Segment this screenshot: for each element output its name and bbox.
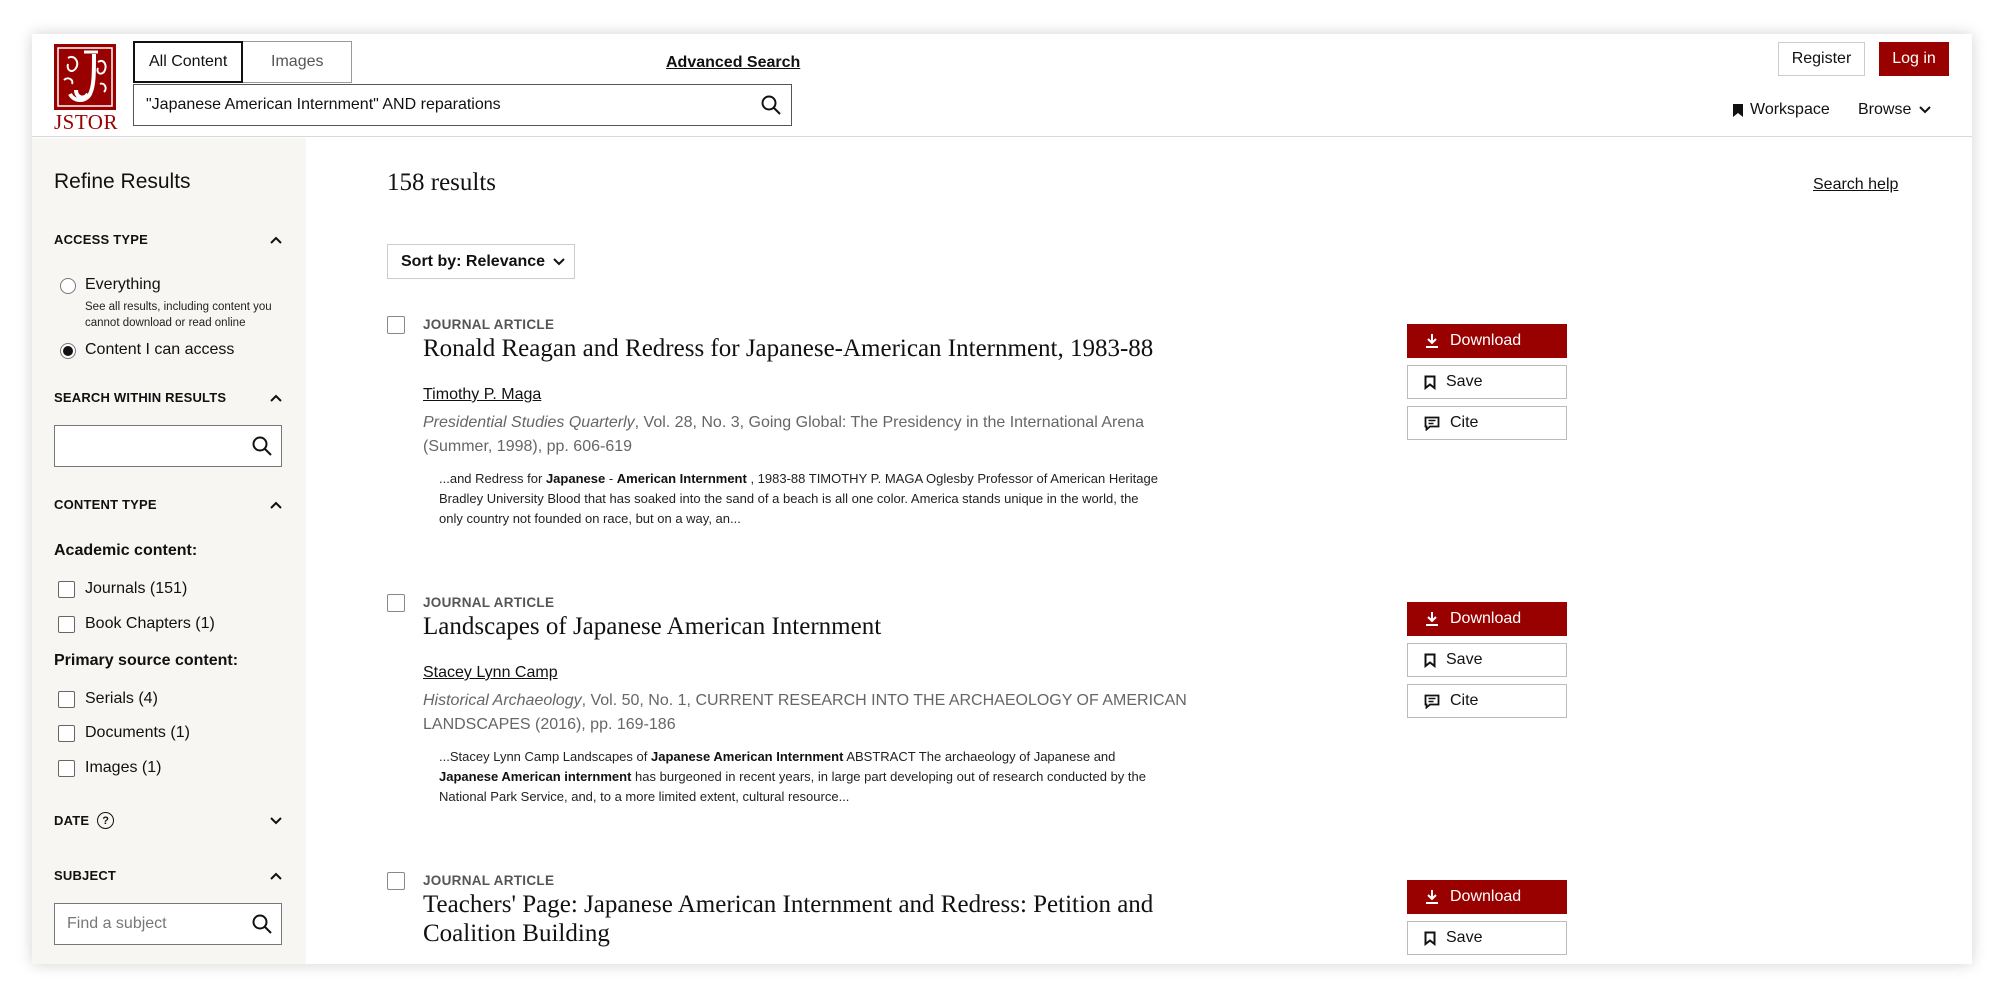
tab-images[interactable]: Images — [242, 41, 352, 83]
subject-header[interactable] — [54, 868, 282, 883]
everything-description: See all results, including content you cannot download or read online — [85, 301, 272, 329]
result-title[interactable]: Landscapes of Japanese American Internment — [423, 613, 882, 640]
subject-search-input[interactable] — [54, 903, 282, 945]
search-input-value[interactable]: "Japanese American Internment" AND reparations — [146, 96, 501, 113]
snippet-highlight: Japanese — [545, 471, 606, 486]
access-type-label: ACCESS TYPE — [54, 232, 148, 247]
primary-source-label: Primary source content: — [54, 652, 239, 669]
snippet-text: , 1983-88 TIMOTHY P. MAGA Oglesby Professor of American Heritage Bradley University Blood that has soaked into the sand of a beach is all one color. America stands unique in the world, the only country not founded on race, but on a way, an... — [439, 471, 1158, 526]
radio-button[interactable] — [60, 278, 76, 294]
filter-serials-label: Serials (4) — [85, 690, 158, 707]
snippet-highlight: Japanese American internment — [439, 769, 632, 784]
search-result — [387, 590, 1522, 820]
citation-details: , Vol. 50, No. 1, CURRENT RESEARCH INTO THE ARCHAEOLOGY OF AMERICAN LANDSCAPES (2016), pp. 169-186 — [423, 692, 1187, 733]
sort-dropdown[interactable] — [387, 244, 575, 279]
quote-icon — [1424, 416, 1440, 431]
register-button[interactable]: Register — [1778, 42, 1865, 76]
snippet-text: ...and Redress for — [439, 471, 546, 486]
subject-label: SUBJECT — [54, 868, 117, 883]
radio-everything-label: Everything — [85, 276, 161, 293]
search-icon[interactable] — [243, 436, 281, 456]
result-type: JOURNAL ARTICLE — [423, 317, 555, 332]
results-count: 158 results — [387, 169, 497, 196]
result-snippet — [439, 469, 1159, 529]
chevron-down-icon — [1919, 106, 1931, 114]
result-checkbox[interactable] — [387, 594, 405, 612]
browser-viewport — [32, 34, 1972, 964]
chevron-down-icon — [553, 258, 565, 266]
date-title — [54, 812, 114, 829]
jstor-logo[interactable] — [54, 44, 116, 135]
workspace-link[interactable] — [1732, 101, 1830, 119]
bookmark-icon — [1424, 931, 1436, 946]
snippet-text: ...Stacey Lynn Camp Landscapes of — [439, 749, 651, 764]
help-icon[interactable]: ? — [97, 812, 114, 829]
date-label: DATE — [54, 813, 90, 828]
search-scope-tabs — [133, 41, 352, 83]
content-type-header[interactable] — [54, 497, 282, 512]
site-header — [32, 34, 1972, 137]
academic-content-label: Academic content: — [54, 542, 198, 559]
snippet-text: - — [605, 471, 617, 486]
checkbox[interactable] — [58, 725, 75, 742]
save-label: Save — [1446, 373, 1483, 390]
filter-book-chapters-label: Book Chapters (1) — [85, 615, 215, 632]
subject-placeholder[interactable]: Find a subject — [67, 915, 167, 932]
result-citation — [423, 689, 1213, 737]
filter-journals-label: Journals (151) — [85, 580, 188, 597]
jstor-logo-icon — [54, 44, 116, 110]
result-citation — [423, 411, 1213, 459]
workspace-label: Workspace — [1750, 101, 1830, 118]
result-type: JOURNAL ARTICLE — [423, 595, 555, 610]
filter-documents-label: Documents (1) — [85, 724, 190, 741]
result-actions — [1407, 324, 1567, 447]
journal-name: Presidential Studies Quarterly — [423, 414, 635, 431]
download-label: Download — [1450, 332, 1522, 349]
result-title[interactable]: Ronald Reagan and Redress for Japanese-American Internment, 1983-88 — [423, 335, 1154, 362]
snippet-highlight: American Internment — [616, 471, 747, 486]
chevron-down-icon — [270, 817, 282, 825]
download-button[interactable] — [1407, 324, 1567, 358]
login-button[interactable]: Log in — [1879, 42, 1949, 76]
content-type-label: CONTENT TYPE — [54, 497, 157, 512]
refine-title: Refine Results — [54, 170, 191, 193]
save-button[interactable] — [1407, 921, 1567, 955]
download-icon — [1424, 333, 1440, 349]
result-author[interactable]: Timothy P. Maga — [423, 386, 542, 403]
checkbox[interactable] — [58, 616, 75, 633]
snippet-text: has burgeoned in recent years, in large part developing out of research conducted by the National Park Service, and, to a more limited extent, cultural resource... — [439, 769, 1146, 804]
bookmark-icon — [1424, 375, 1436, 390]
checkbox[interactable] — [58, 691, 75, 708]
journal-name: Historical Archaeology — [423, 692, 582, 709]
search-within-input[interactable] — [54, 425, 282, 467]
search-within-header[interactable] — [54, 390, 282, 405]
radio-content-access[interactable] — [60, 341, 234, 359]
search-input[interactable] — [133, 84, 792, 126]
refine-sidebar — [32, 138, 306, 964]
save-label: Save — [1446, 929, 1483, 946]
chevron-up-icon — [270, 394, 282, 402]
filter-documents[interactable] — [58, 724, 190, 742]
filter-journals[interactable] — [58, 580, 187, 598]
save-label: Save — [1446, 651, 1483, 668]
tab-all-content[interactable]: All Content — [133, 41, 243, 83]
cite-label: Cite — [1450, 692, 1479, 709]
date-header[interactable] — [54, 812, 282, 829]
filter-book-chapters[interactable] — [58, 615, 215, 633]
download-icon — [1424, 611, 1440, 627]
result-type: JOURNAL ARTICLE — [423, 873, 555, 888]
chevron-up-icon — [270, 872, 282, 880]
checkbox[interactable] — [58, 581, 75, 598]
search-result — [387, 868, 1522, 964]
result-snippet — [439, 747, 1159, 807]
result-checkbox[interactable] — [387, 872, 405, 890]
browse-menu[interactable] — [1858, 101, 1931, 119]
radio-everything[interactable] — [60, 276, 161, 294]
cite-label: Cite — [1450, 414, 1479, 431]
snippet-text: ABSTRACT The archaeology of Japanese and — [843, 749, 1116, 764]
cite-button[interactable] — [1407, 406, 1567, 440]
checkbox[interactable] — [58, 760, 75, 777]
radio-button-selected[interactable] — [60, 343, 76, 359]
search-help-link[interactable]: Search help — [1813, 176, 1899, 193]
download-button[interactable] — [1407, 602, 1567, 636]
result-actions — [1407, 602, 1567, 725]
result-actions — [1407, 880, 1567, 962]
search-within-label: SEARCH WITHIN RESULTS — [54, 390, 227, 405]
filter-images[interactable] — [58, 759, 161, 777]
sort-label: Sort by: Relevance — [401, 252, 546, 270]
filter-serials[interactable] — [58, 690, 158, 708]
cite-button[interactable] — [1407, 684, 1567, 718]
download-button[interactable] — [1407, 880, 1567, 914]
result-author[interactable]: Stacey Lynn Camp — [423, 664, 558, 681]
advanced-search-link[interactable]: Advanced Search — [666, 54, 801, 71]
chevron-up-icon — [270, 501, 282, 509]
download-icon — [1424, 889, 1440, 905]
browse-label: Browse — [1858, 101, 1912, 118]
result-checkbox[interactable] — [387, 316, 405, 334]
access-type-header[interactable] — [54, 232, 282, 247]
save-button[interactable] — [1407, 365, 1567, 399]
download-label: Download — [1450, 610, 1522, 627]
radio-content-access-label: Content I can access — [85, 341, 235, 358]
chevron-up-icon — [270, 236, 282, 244]
search-icon[interactable] — [243, 914, 281, 934]
bookmark-icon — [1424, 653, 1436, 668]
snippet-highlight: Japanese American Internment — [650, 749, 844, 764]
download-label: Download — [1450, 888, 1522, 905]
logo-wordmark: JSTOR — [54, 110, 118, 134]
citation-details: , Vol. 28, No. 3, Going Global: The Presidency in the International Arena (Summer, 1998), pp. 606-619 — [423, 414, 1145, 455]
result-title[interactable]: Teachers' Page: Japanese American Internment and Redress: Petition and Coalition Building — [423, 891, 1154, 947]
save-button[interactable] — [1407, 643, 1567, 677]
search-result — [387, 312, 1522, 542]
bookmark-icon — [1732, 103, 1744, 118]
filter-images-label: Images (1) — [85, 759, 162, 776]
quote-icon — [1424, 694, 1440, 709]
search-icon[interactable] — [751, 85, 791, 125]
